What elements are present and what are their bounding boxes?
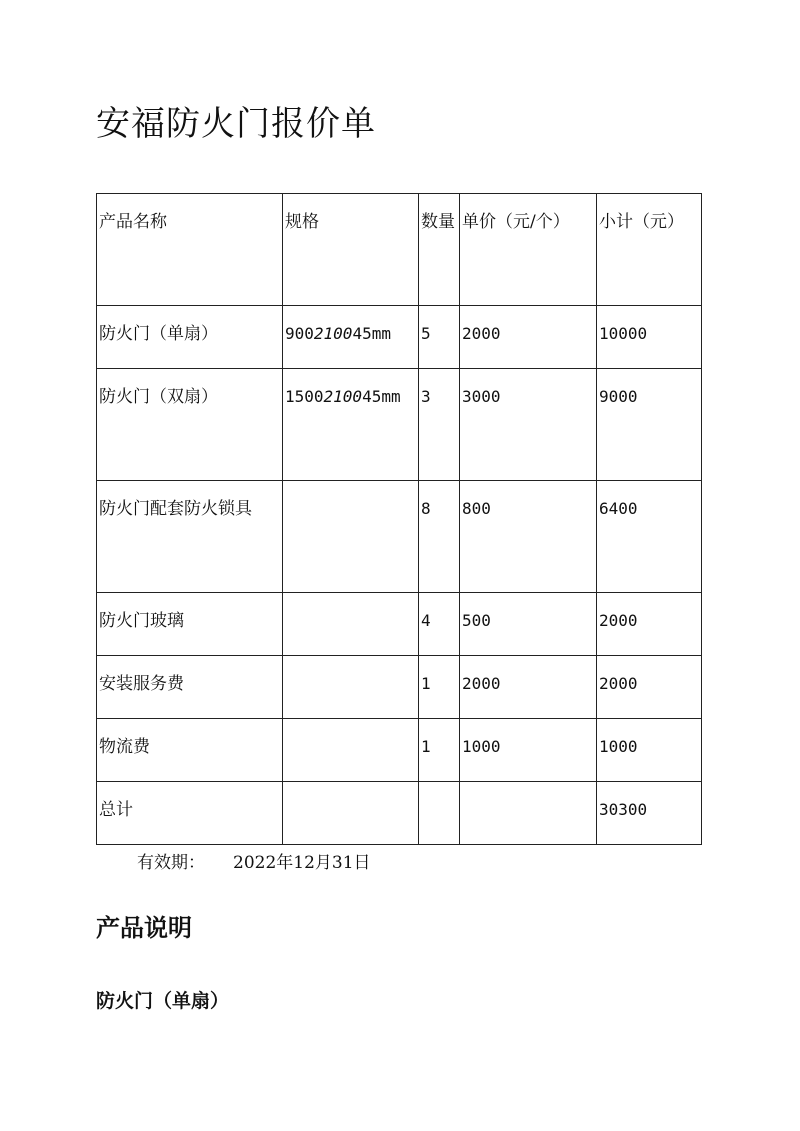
page-title: 安福防火门报价单 [96,104,376,144]
quantity-cell: 1 [419,656,460,719]
quote-table [96,193,702,845]
section-heading: 产品说明 [96,913,192,942]
subtotal-cell: 1000 [597,719,702,782]
spec-cell [283,719,419,782]
unit-price-cell: 800 [460,481,597,593]
total-label: 总计 [97,782,283,845]
product-name-cell: 防火门（单扇） [97,306,283,369]
unit-price-cell: 2000 [460,656,597,719]
validity-line [137,848,371,873]
quantity-cell: 3 [419,369,460,481]
total-value: 30300 [597,782,702,845]
spec-thickness: 45mm [352,324,391,343]
product-name-cell: 物流费 [97,719,283,782]
subtotal-cell: 10000 [597,306,702,369]
header-product-name: 产品名称 [97,194,283,306]
subtotal-cell: 9000 [597,369,702,481]
product-name-cell: 安装服务费 [97,656,283,719]
spec-cell [283,656,419,719]
sub-heading: 防火门（单扇） [96,990,230,1012]
subtotal-cell: 2000 [597,593,702,656]
quantity-cell: 1 [419,719,460,782]
header-quantity: 数量 [419,194,460,306]
unit-price-cell: 1000 [460,719,597,782]
header-spec: 规格 [283,194,419,306]
unit-price-cell: 2000 [460,306,597,369]
spec-cell [283,593,419,656]
spec-thickness: 45mm [362,387,401,406]
table-row [97,306,702,369]
spec-cell [283,481,419,593]
table-row [97,656,702,719]
unit-price-cell [460,782,597,845]
quantity-cell [419,782,460,845]
header-unit-price: 单价（元/个） [460,194,597,306]
spec-cell [283,782,419,845]
spec-cell [283,369,419,481]
quantity-cell: 5 [419,306,460,369]
spec-width: 1500 [285,387,324,406]
header-subtotal: 小计（元） [597,194,702,306]
table-row [97,481,702,593]
table-total-row [97,782,702,845]
spec-cell [283,306,419,369]
quantity-cell: 4 [419,593,460,656]
table-row [97,593,702,656]
unit-price-cell: 500 [460,593,597,656]
validity-date: 2022年12月31日 [233,853,371,873]
spec-height: 2100 [323,387,363,406]
table-row [97,719,702,782]
product-name-cell: 防火门玻璃 [97,593,283,656]
spec-width: 900 [285,324,314,343]
table-row [97,369,702,481]
product-name-cell: 防火门（双扇） [97,369,283,481]
table-header-row [97,194,702,306]
subtotal-cell: 6400 [597,481,702,593]
validity-label: 有效期： [137,853,205,873]
spec-height: 2100 [313,324,353,343]
unit-price-cell: 3000 [460,369,597,481]
quantity-cell: 8 [419,481,460,593]
subtotal-cell: 2000 [597,656,702,719]
product-name-cell: 防火门配套防火锁具 [97,481,283,593]
